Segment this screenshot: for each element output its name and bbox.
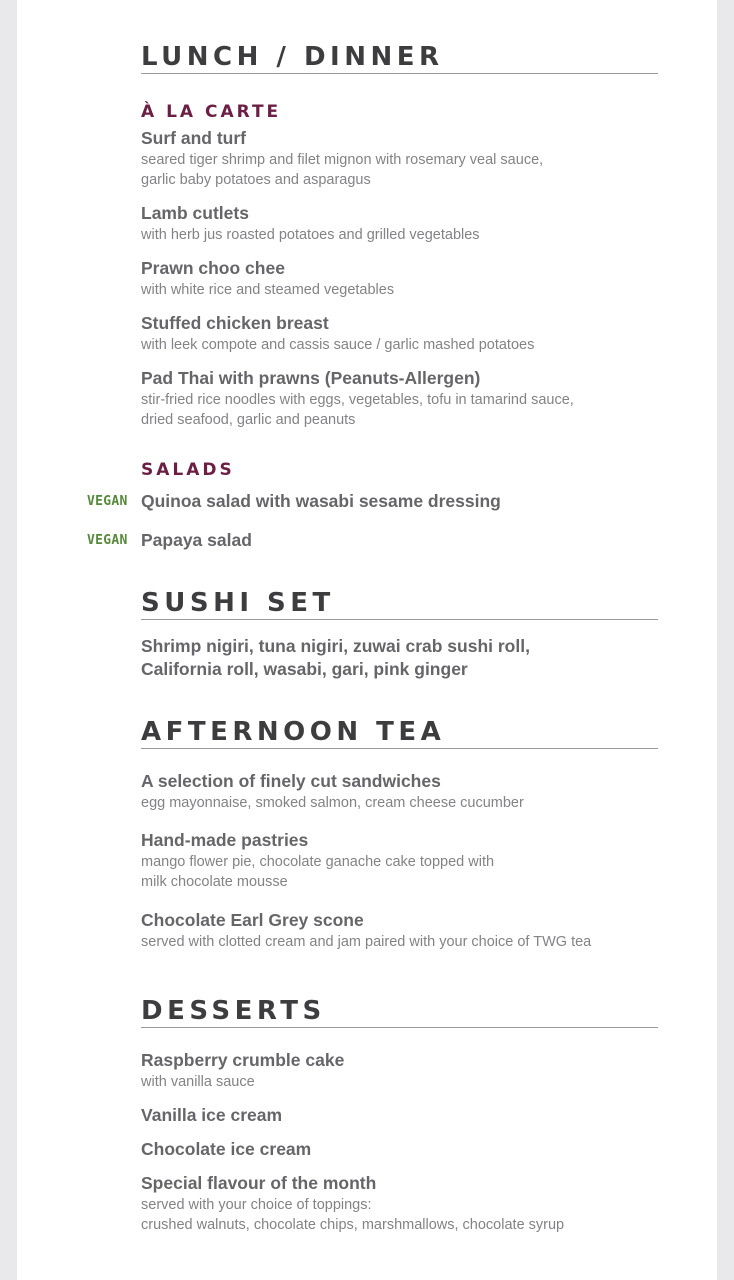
subsection-title-salads: SALADS	[141, 460, 235, 480]
menu-item	[87, 530, 658, 551]
menu-item	[141, 1105, 658, 1126]
menu-item-description	[141, 932, 658, 952]
vegan-badge: VEGAN	[87, 494, 128, 509]
menu-item-name: Raspberry crumble cake	[141, 1050, 345, 1070]
menu-item	[141, 258, 658, 300]
description-line: served with your choice of toppings:	[141, 1197, 372, 1213]
menu-item	[141, 368, 658, 430]
description-line: with vanilla sauce	[141, 1074, 255, 1090]
section-title-desserts: DESSERTS	[141, 996, 658, 1028]
menu-item	[141, 830, 658, 892]
menu-item	[141, 1139, 658, 1160]
menu-item	[141, 910, 658, 952]
sushi-line: Shrimp nigiri, tuna nigiri, zuwai crab sushi roll,	[141, 636, 530, 656]
menu-page	[17, 0, 717, 1280]
description-line: with white rice and steamed vegetables	[141, 282, 395, 298]
description-line: dried seafood, garlic and peanuts	[141, 412, 356, 428]
vegan-badge: VEGAN	[87, 533, 128, 548]
menu-item-name: A selection of finely cut sandwiches	[141, 771, 441, 791]
description-line: with leek compote and cassis sauce / garlic mashed potatoes	[141, 337, 535, 353]
menu-item-name: Quinoa salad with wasabi sesame dressing	[141, 491, 501, 511]
menu-item-description	[141, 852, 658, 892]
description-line: served with clotted cream and jam paired with your choice of TWG tea	[141, 934, 592, 950]
menu-item-name: Chocolate ice cream	[141, 1139, 312, 1159]
sushi-line: California roll, wasabi, gari, pink ginger	[141, 659, 468, 679]
menu-item-name: Vanilla ice cream	[141, 1105, 283, 1125]
menu-item	[141, 203, 658, 245]
description-line: seared tiger shrimp and filet mignon with rosemary veal sauce,	[141, 152, 544, 168]
sushi-set-description	[141, 635, 530, 681]
description-line: mango flower pie, chocolate ganache cake topped with	[141, 854, 495, 870]
menu-item	[141, 1050, 658, 1092]
menu-item-name: Papaya salad	[141, 530, 252, 550]
menu-item	[141, 771, 658, 813]
section-title-afternoon-tea: AFTERNOON TEA	[141, 717, 658, 749]
menu-item-name: Pad Thai with prawns (Peanuts-Allergen)	[141, 368, 481, 388]
menu-item-name: Surf and turf	[141, 128, 246, 148]
menu-item-description	[141, 150, 658, 190]
menu-item-description	[141, 225, 658, 245]
section-title-sushi-set: SUSHI SET	[141, 588, 658, 620]
description-line: stir-fried rice noodles with eggs, vegetables, tofu in tamarind sauce,	[141, 392, 574, 408]
menu-item-description	[141, 1072, 658, 1092]
menu-item-description	[141, 335, 658, 355]
menu-item	[87, 491, 658, 512]
subsection-title-a-la-carte: À LA CARTE	[141, 102, 282, 122]
description-line: milk chocolate mousse	[141, 874, 288, 890]
menu-item-description	[141, 1195, 658, 1235]
menu-item	[141, 1173, 658, 1235]
menu-item-description	[141, 390, 658, 430]
menu-item-name: Chocolate Earl Grey scone	[141, 910, 364, 930]
menu-item-name: Special flavour of the month	[141, 1173, 377, 1193]
menu-item-name: Hand-made pastries	[141, 830, 309, 850]
description-line: egg mayonnaise, smoked salmon, cream cheese cucumber	[141, 795, 524, 811]
menu-item-name: Stuffed chicken breast	[141, 313, 329, 333]
section-title-lunch-dinner: LUNCH / DINNER	[141, 42, 658, 74]
menu-item	[141, 313, 658, 355]
description-line: with herb jus roasted potatoes and grilled vegetables	[141, 227, 480, 243]
menu-item	[141, 128, 658, 190]
menu-item-description	[141, 280, 658, 300]
description-line: crushed walnuts, chocolate chips, marshmallows, chocolate syrup	[141, 1217, 565, 1233]
menu-item-description	[141, 793, 658, 813]
description-line: garlic baby potatoes and asparagus	[141, 172, 371, 188]
menu-item-name: Lamb cutlets	[141, 203, 249, 223]
menu-item-name: Prawn choo chee	[141, 258, 285, 278]
